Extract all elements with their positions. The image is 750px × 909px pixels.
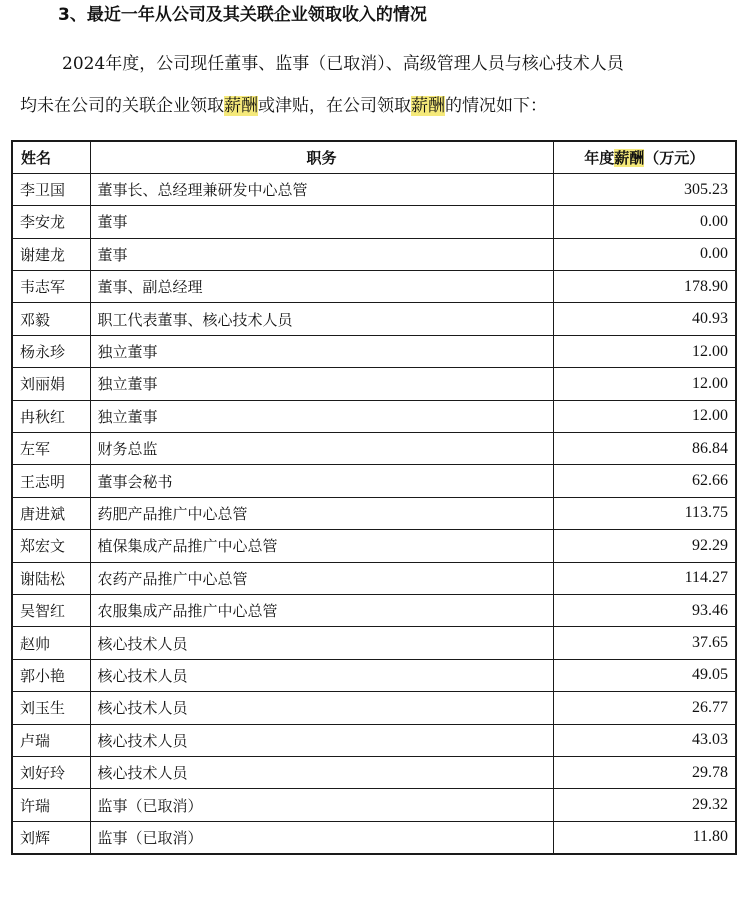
table-row xyxy=(12,659,736,691)
section-heading: 3、最近一年从公司及其关联企业领取收入的情况 xyxy=(58,5,427,25)
annual-pay-cell: 11.80 xyxy=(553,821,736,853)
intro-paragraph-line-1: 2024年度，公司现任董事、监事（已取消）、高级管理人员与核心技术人员 xyxy=(62,54,624,74)
name-cell: 吴智红 xyxy=(12,594,90,626)
annual-pay-cell: 0.00 xyxy=(553,206,736,238)
table-body xyxy=(12,173,736,853)
annual-pay-cell: 86.84 xyxy=(553,433,736,465)
role-cell: 核心技术人员 xyxy=(90,692,553,724)
annual-pay-cell: 12.00 xyxy=(553,335,736,367)
role-cell: 核心技术人员 xyxy=(90,627,553,659)
table-row xyxy=(12,821,736,853)
name-cell: 李安龙 xyxy=(12,206,90,238)
annual-pay-cell: 62.66 xyxy=(553,465,736,497)
table-row xyxy=(12,756,736,788)
annual-pay-cell: 113.75 xyxy=(553,497,736,529)
table-row xyxy=(12,238,736,270)
name-cell: 刘丽娟 xyxy=(12,368,90,400)
role-cell: 农药产品推广中心总管 xyxy=(90,562,553,594)
table-row xyxy=(12,497,736,529)
name-cell: 邓毅 xyxy=(12,303,90,335)
table-row xyxy=(12,303,736,335)
annual-pay-cell: 26.77 xyxy=(553,692,736,724)
role-cell: 董事长、总经理兼研发中心总管 xyxy=(90,173,553,205)
table-row xyxy=(12,433,736,465)
role-cell: 职工代表董事、核心技术人员 xyxy=(90,303,553,335)
role-cell: 植保集成产品推广中心总管 xyxy=(90,530,553,562)
table-row xyxy=(12,206,736,238)
table-row xyxy=(12,465,736,497)
name-cell: 谢陆松 xyxy=(12,562,90,594)
name-cell: 李卫国 xyxy=(12,173,90,205)
name-cell: 谢建龙 xyxy=(12,238,90,270)
annual-pay-cell: 92.29 xyxy=(553,530,736,562)
name-cell: 卢瑞 xyxy=(12,724,90,756)
highlighted-keyword: 薪酬 xyxy=(411,96,445,116)
table-row xyxy=(12,173,736,205)
table-row xyxy=(12,724,736,756)
name-cell: 许瑞 xyxy=(12,789,90,821)
header-annual-pay xyxy=(553,141,736,173)
annual-pay-cell: 12.00 xyxy=(553,368,736,400)
table-row xyxy=(12,594,736,626)
role-cell: 药肥产品推广中心总管 xyxy=(90,497,553,529)
name-cell: 王志明 xyxy=(12,465,90,497)
annual-pay-cell: 37.65 xyxy=(553,627,736,659)
role-cell: 监事（已取消） xyxy=(90,821,553,853)
table-row xyxy=(12,271,736,303)
name-cell: 韦志军 xyxy=(12,271,90,303)
intro-paragraph-line-2 xyxy=(20,94,736,118)
name-cell: 左军 xyxy=(12,433,90,465)
role-cell: 董事会秘书 xyxy=(90,465,553,497)
highlighted-keyword: 薪酬 xyxy=(224,96,258,116)
role-cell: 独立董事 xyxy=(90,335,553,367)
role-cell: 董事、副总经理 xyxy=(90,271,553,303)
annual-pay-cell: 114.27 xyxy=(553,562,736,594)
header-role: 职务 xyxy=(90,141,553,173)
role-cell: 核心技术人员 xyxy=(90,756,553,788)
name-cell: 刘好玲 xyxy=(12,756,90,788)
name-cell: 刘辉 xyxy=(12,821,90,853)
annual-pay-cell: 43.03 xyxy=(553,724,736,756)
table-row xyxy=(12,368,736,400)
annual-pay-cell: 0.00 xyxy=(553,238,736,270)
table-row xyxy=(12,692,736,724)
role-cell: 核心技术人员 xyxy=(90,724,553,756)
table-row xyxy=(12,562,736,594)
name-cell: 杨永珍 xyxy=(12,335,90,367)
name-cell: 冉秋红 xyxy=(12,400,90,432)
role-cell: 独立董事 xyxy=(90,400,553,432)
annual-pay-cell: 305.23 xyxy=(553,173,736,205)
annual-pay-cell: 12.00 xyxy=(553,400,736,432)
name-cell: 郭小艳 xyxy=(12,659,90,691)
annual-pay-cell: 49.05 xyxy=(553,659,736,691)
salary-table xyxy=(11,140,737,855)
role-cell: 农服集成产品推广中心总管 xyxy=(90,594,553,626)
annual-pay-cell: 29.78 xyxy=(553,756,736,788)
table-row xyxy=(12,530,736,562)
table-row xyxy=(12,789,736,821)
role-cell: 董事 xyxy=(90,206,553,238)
name-cell: 唐进斌 xyxy=(12,497,90,529)
role-cell: 独立董事 xyxy=(90,368,553,400)
table-row xyxy=(12,627,736,659)
annual-pay-cell: 29.32 xyxy=(553,789,736,821)
role-cell: 财务总监 xyxy=(90,433,553,465)
role-cell: 董事 xyxy=(90,238,553,270)
intro-text-part-c: 的情况如下： xyxy=(445,96,547,116)
role-cell: 监事（已取消） xyxy=(90,789,553,821)
annual-pay-cell: 178.90 xyxy=(553,271,736,303)
table-header-row xyxy=(12,141,736,173)
role-cell: 核心技术人员 xyxy=(90,659,553,691)
header-pay-prefix: 年度 xyxy=(584,148,615,167)
header-name: 姓名 xyxy=(12,141,90,173)
name-cell: 郑宏文 xyxy=(12,530,90,562)
name-cell: 赵帅 xyxy=(12,627,90,659)
highlighted-keyword: 薪酬 xyxy=(614,148,645,167)
annual-pay-cell: 93.46 xyxy=(553,594,736,626)
intro-text-part-a: 均未在公司的关联企业领取 xyxy=(20,96,224,116)
table-row xyxy=(12,400,736,432)
name-cell: 刘玉生 xyxy=(12,692,90,724)
header-pay-unit: （万元） xyxy=(644,148,705,167)
annual-pay-cell: 40.93 xyxy=(553,303,736,335)
table-row xyxy=(12,335,736,367)
intro-text-part-b: 或津贴，在公司领取 xyxy=(258,96,411,116)
